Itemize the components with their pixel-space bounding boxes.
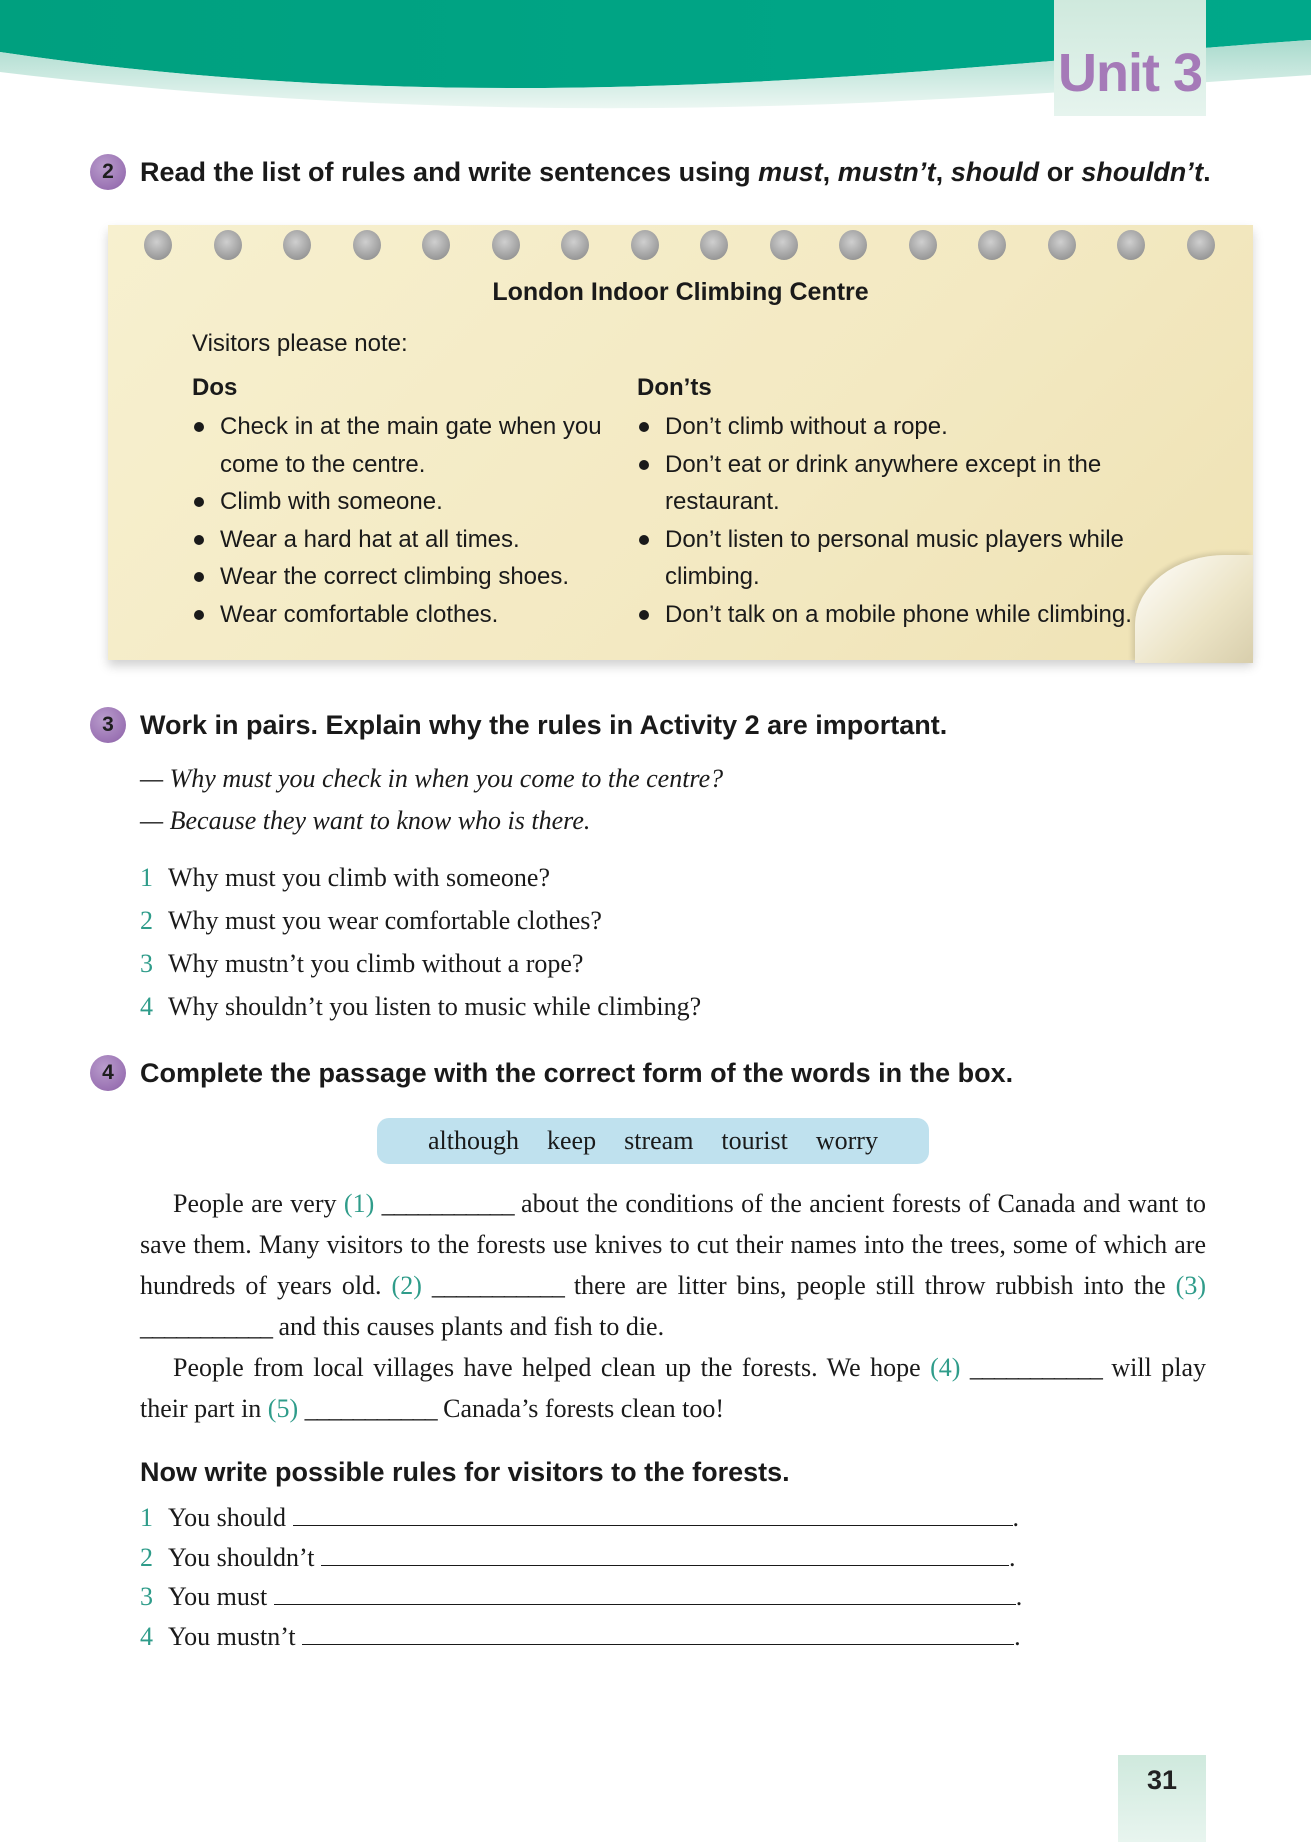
- page-number: 31: [1146, 1765, 1178, 1795]
- activity-4-heading: [90, 1055, 1013, 1091]
- activity-3-heading: [90, 707, 947, 743]
- word-option: worry: [815, 1126, 878, 1155]
- dos-list: [192, 408, 612, 633]
- binding-hole: [839, 230, 867, 260]
- rule-writing-line: 3 You must .: [140, 1582, 1023, 1611]
- passage-paragraph-1: People are very (1) ___________ about the conditions of the ancient forests of Canada and want to save them. Many visitors to the forests use knives to cut their names into the trees, some of which are hundreds of years old. (2) ___________ there are litter bins, people still throw rubbish into the (3) ___________ and this causes plants and fish to die.: [140, 1189, 1207, 1341]
- answer-blank[interactable]: ___________: [140, 1312, 272, 1341]
- word-option: stream: [624, 1126, 694, 1155]
- list-item: Check in at the main gate when you come to the centre.: [192, 408, 612, 483]
- passage-paragraph-2: People from local villages have helped clean up the forests. We hope (4) ___________ will play their part in (5) ___________ Canada’s forests clean too!: [140, 1353, 1207, 1423]
- notice-subtitle: Visitors please note:: [192, 330, 408, 357]
- answer-blank[interactable]: ___________: [304, 1394, 437, 1423]
- answer-blank[interactable]: ___________: [969, 1353, 1102, 1382]
- binding-hole: [144, 230, 172, 260]
- subheading: Now write possible rules for visitors to the forests.: [140, 1457, 790, 1487]
- binding-hole: [700, 230, 728, 260]
- list-item: Don’t talk on a mobile phone while climbing.: [637, 596, 1157, 634]
- question-item: 4 Why shouldn’t you listen to music while climbing?: [140, 992, 702, 1021]
- donts-heading: Don’ts: [637, 374, 712, 401]
- list-item: Don’t climb without a rope.: [637, 408, 1157, 446]
- binding-hole: [214, 230, 242, 260]
- unit-title: Unit 3: [1057, 43, 1202, 103]
- example-question: — Why must you check in when you come to the centre?: [140, 764, 724, 793]
- binding-hole: [978, 230, 1006, 260]
- heading-text: Complete the passage with the correct form of the words in the box.: [140, 1057, 1014, 1088]
- activity-number-badge: 2: [90, 154, 126, 190]
- answer-blank[interactable]: ___________: [381, 1189, 514, 1218]
- list-item: Wear comfortable clothes.: [192, 596, 612, 634]
- binding-hole: [353, 230, 381, 260]
- notice-title: London Indoor Climbing Centre: [492, 278, 869, 306]
- list-item: Don’t listen to personal music players while climbing.: [637, 521, 1157, 596]
- word-option: although: [428, 1126, 520, 1155]
- activity-number-badge: 4: [90, 1055, 126, 1091]
- answer-line[interactable]: [302, 1624, 1014, 1645]
- answer-blank[interactable]: ___________: [431, 1271, 564, 1300]
- example-answer: — Because they want to know who is there.: [140, 806, 591, 835]
- binding-hole: [1187, 230, 1215, 260]
- donts-list: [637, 408, 1157, 633]
- word-option: keep: [547, 1126, 597, 1155]
- word-box: [377, 1118, 929, 1164]
- binding-hole: [492, 230, 520, 260]
- binding-hole: [422, 230, 450, 260]
- answer-line[interactable]: [274, 1584, 1016, 1605]
- rule-writing-line: 2 You shouldn’t .: [140, 1543, 1016, 1572]
- list-item: Wear the correct climbing shoes.: [192, 558, 612, 596]
- question-item: 2 Why must you wear comfortable clothes?: [140, 906, 602, 935]
- answer-line[interactable]: [321, 1545, 1009, 1566]
- dos-heading: Dos: [192, 374, 238, 401]
- binding-hole: [1117, 230, 1145, 260]
- binding-hole: [283, 230, 311, 260]
- binding-hole: [561, 230, 589, 260]
- question-item: 3 Why mustn’t you climb without a rope?: [140, 949, 584, 978]
- heading-text: Read the list of rules and write sentences using must, mustn’t, should or shouldn’t.: [140, 156, 1211, 187]
- list-item: Don’t eat or drink anywhere except in the restaurant.: [637, 446, 1157, 521]
- binding-hole: [1048, 230, 1076, 260]
- word-option: tourist: [721, 1126, 788, 1155]
- binding-hole: [909, 230, 937, 260]
- answer-line[interactable]: [293, 1505, 1013, 1526]
- activity-number-badge: 3: [90, 707, 126, 743]
- binding-hole: [770, 230, 798, 260]
- rule-writing-line: 4 You mustn’t .: [140, 1622, 1021, 1651]
- question-item: 1 Why must you climb with someone?: [140, 863, 551, 892]
- list-item: Climb with someone.: [192, 483, 612, 521]
- list-item: Wear a hard hat at all times.: [192, 521, 612, 559]
- heading-text: Work in pairs. Explain why the rules in Activity 2 are important.: [140, 709, 948, 740]
- rule-writing-line: 1 You should .: [140, 1503, 1020, 1532]
- activity-2-heading: [90, 154, 1211, 190]
- binding-hole: [631, 230, 659, 260]
